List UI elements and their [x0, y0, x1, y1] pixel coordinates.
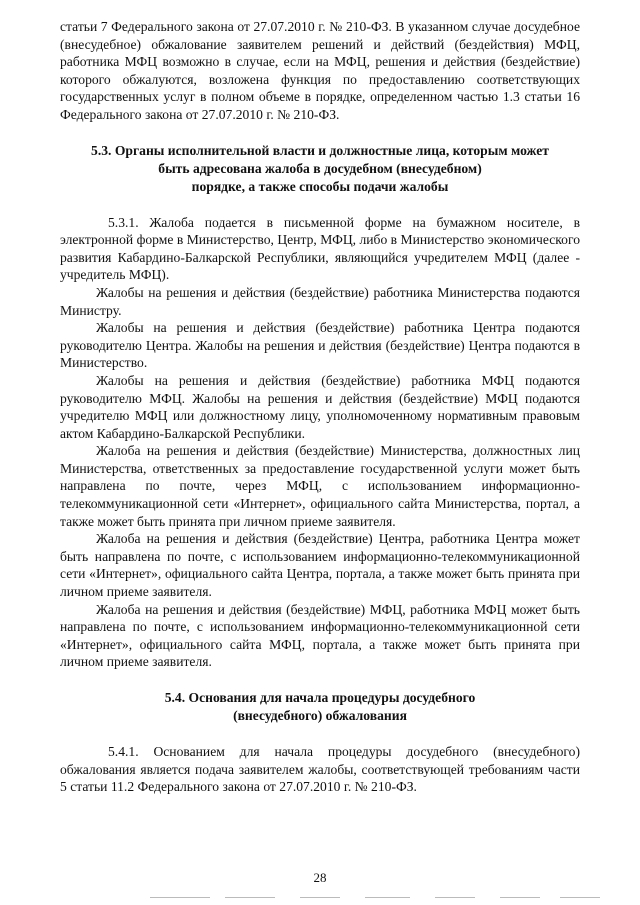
section-5-4-title [60, 689, 580, 725]
footer-divider [300, 897, 340, 898]
page-number: 28 [313, 870, 327, 885]
section-5-3-title [60, 142, 580, 196]
footer-divider [435, 897, 475, 898]
paragraph-mfc-complaints: Жалобы на решения и действия (бездействие) работника МФЦ подаются руководителю МФЦ. Жалобы на решения и действия (бездействие) МФЦ подаются учредителю МФЦ или должностному лицу, уполномоченному нормативным правовым актом Кабардино-Балкарской Республики. [60, 372, 580, 441]
section-5-3-title-line3: порядке, а также способы подачи жалобы [191, 178, 449, 194]
paragraph-5-4-1: 5.4.1. Основанием для начала процедуры досудебного (внесудебного) обжалования является подача заявителем жалобы, соответствующей требованиям части 5 статьи 11.2 Федерального закона от 27.07.2010 г. № 210-ФЗ. [60, 744, 580, 795]
paragraph-center-complaints: Жалобы на решения и действия (бездействие) работника Центра подаются руководителю Центра. Жалобы на решения и действия (бездействие) Центра подаются в Министерство. [60, 320, 580, 371]
section-5-4-title-line1: 5.4. Основания для начала процедуры досудебного [164, 690, 476, 705]
footer-divider [150, 897, 210, 898]
paragraph-ministry-channels: Жалоба на решения и действия (бездействие) Министерства, должностных лиц Министерства, ответственных за предоставление государственной услуги может быть направлена по почте, через МФЦ, с использованием информационно-телекоммуникационной сети «Интернет», официального сайта Министерства, портал, а также может быть принята при личном приеме заявителя. [60, 443, 580, 529]
footer-divider [500, 897, 540, 898]
paragraph-mfc-channels: Жалоба на решения и действия (бездействие) МФЦ, работника МФЦ может быть направлена по почте, с использованием информационно-телекоммуникационной сети «Интернет», официального сайта МФЦ, портала, а также может быть принята при личном приеме заявителя. [60, 601, 580, 670]
paragraph-ministry-complaints: Жалобы на решения и действия (бездействие) работника Министерства подаются Министру. [60, 284, 580, 318]
section-5-3-title-line1: 5.3. Органы исполнительной власти и должностные лица, которым может [91, 142, 549, 158]
intro-paragraph: статьи 7 Федерального закона от 27.07.2010 г. № 210-ФЗ. В указанном случае досудебное (внесудебное) обжалование заявителем решений и действий (бездействия) МФЦ, работника МФЦ возможно в случае, если на МФЦ, решения и действия (бездействие) которого обжалуются, возложена функция по предоставлению соответствующих государственных услуг в полном объеме в порядке, определенном частью 1.3 статьи 16 Федерального закона от 27.07.2010 г. № 210-ФЗ. [60, 19, 580, 122]
section-5-3-title-line2: быть адресована жалоба в досудебном (внесудебном) [158, 160, 482, 176]
paragraph-5-3-1: 5.3.1. Жалоба подается в письменной форме на бумажном носителе, в электронной форме в Министерство, Центр, МФЦ, либо в Министерство экономического развития Кабардино-Балкарской Республики, являющийся учредителем МФЦ (далее - учредитель МФЦ). [60, 214, 580, 283]
paragraph-center-channels: Жалоба на решения и действия (бездействие) Центра, работника Центра может быть направлена по почте, с использованием информационно-телекоммуникационной сети «Интернет», официального сайта Центра, портала, а также может быть принята при личном приеме заявителя. [60, 531, 580, 600]
footer-divider [560, 897, 600, 898]
section-5-4-title-line2: (внесудебного) обжалования [233, 708, 407, 723]
footer-divider [365, 897, 410, 898]
document-page [60, 18, 580, 796]
footer-divider [225, 897, 275, 898]
